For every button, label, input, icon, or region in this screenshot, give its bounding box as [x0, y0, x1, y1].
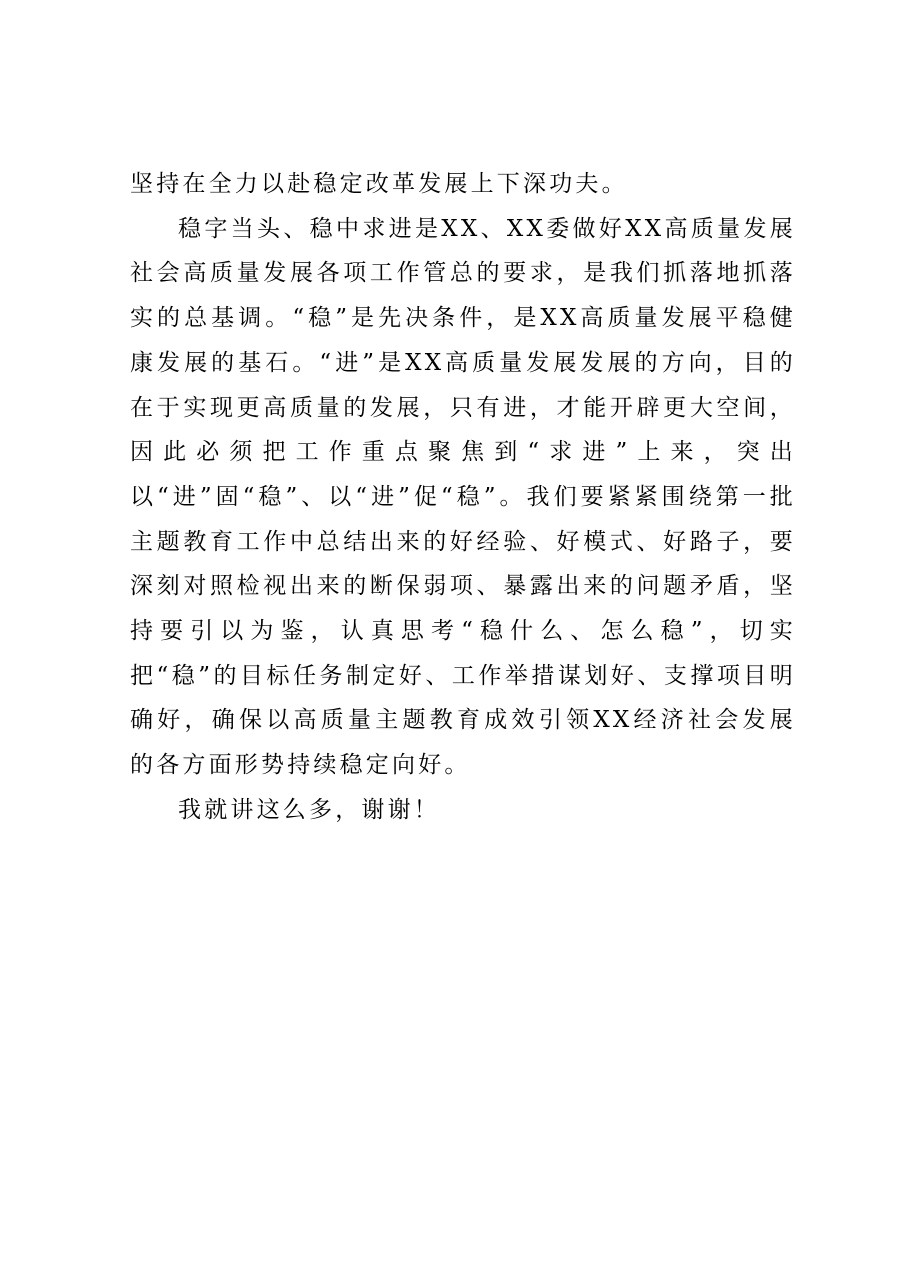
paragraph-closing-remarks: 我就讲这么多，谢谢！ [178, 796, 440, 823]
document-body [130, 162, 796, 833]
paragraph-steady-progress: 稳字当头、稳中求进是XX、XX委做好XX高质量发展社会高质量发展各项工作管总的要求，是我们抓落地抓落实的总基调。“稳”是先决条件，是XX高质量发展平稳健康发展的基石。“进”是XX高质量发展发展的方向，目的在于实现更高质量的发展，只有进，才能开辟更大空间，因此必须把工作重点聚焦到“求进”上来，突出以“进”固“稳”、以“进”促“稳”。我们要紧紧围绕第一批主题教育工作中总结出来的好经验、好模式、好路子，要深刻对照检视出来的断保弱项、暴露出来的问题矛盾，坚持要引以为鉴，认真思考“稳什么、怎么稳”，切实把“稳”的目标任务制定好、工作举措谋划好、支撑项目明确好，确保以高质量主题教育成效引领XX经济社会发展的各方面形势持续稳定向好。 [130, 215, 796, 779]
paragraph-continuation: 坚持在全力以赴稳定改革发展上下深功夫。 [130, 171, 628, 197]
